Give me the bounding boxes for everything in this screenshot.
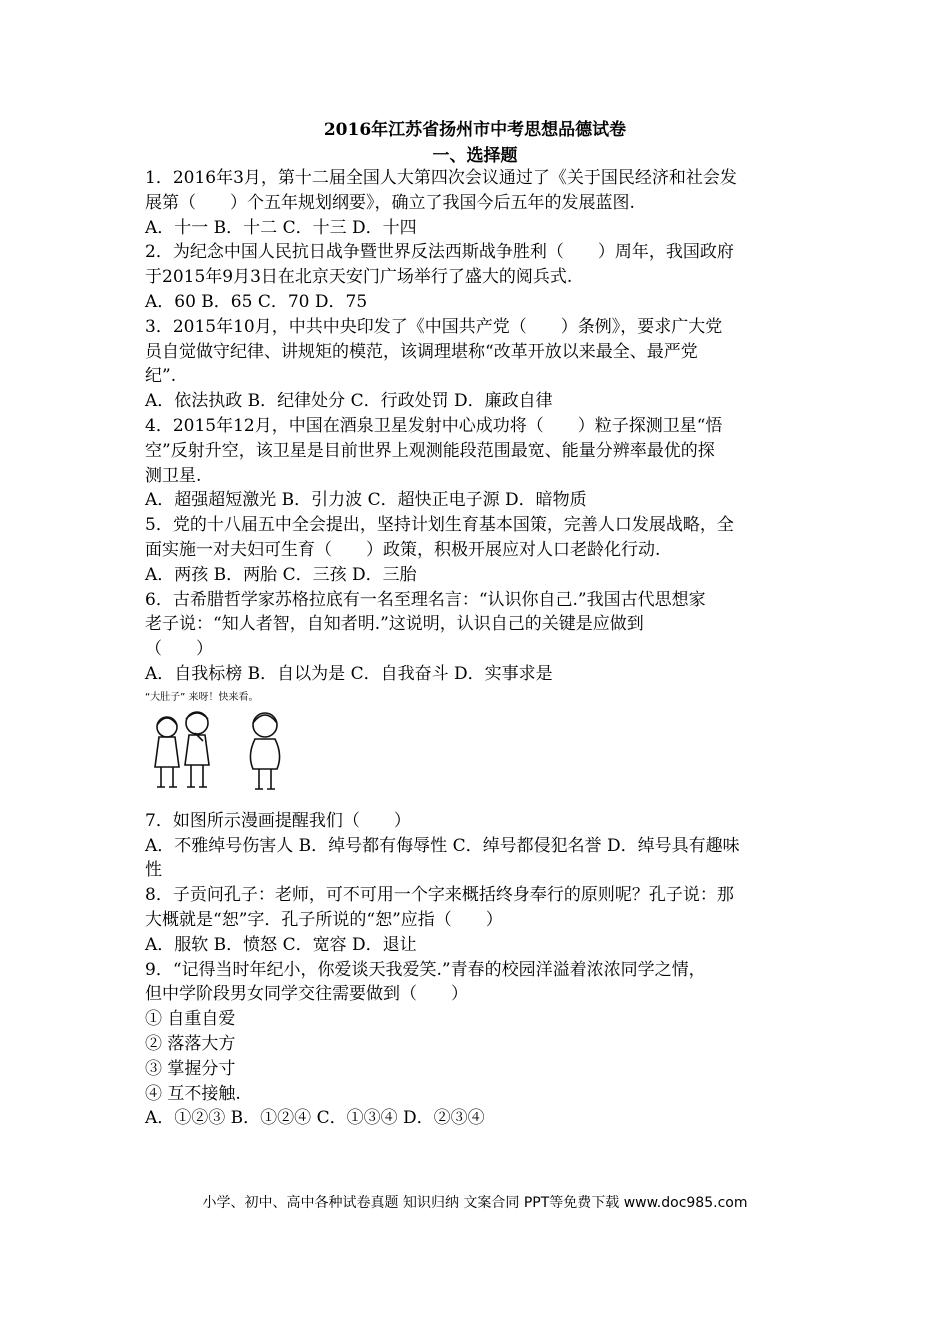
text-line: 大概就是“恕”字．孔子所说的“恕”应指（ ） (145, 909, 503, 930)
text-line: 员自觉做守纪律、讲规矩的模范，该调理堪称“改革开放以来最全、最严党 (145, 341, 698, 362)
list-item: ③ 掌握分寸 (145, 1058, 236, 1079)
text-line: 展第（ ）个五年规划纲要》，确立了我国今后五年的发展蓝图. (145, 192, 635, 213)
page-footer: 小学、初中、高中各种试卷真题 知识归纳 文案合同 PPT等免费下载 www.doc985.com (202, 1195, 748, 1211)
list-item: ② 落落大方 (145, 1033, 236, 1054)
text-line: 但中学阶段男女同学交往需要做到（ ） (145, 984, 468, 1005)
section-heading: 一、选择题 (432, 146, 518, 166)
text-line: 6．古希腊哲学家苏格拉底有一名至理名言：“认识你自己.”我国古代思想家 (145, 589, 706, 610)
child-left-icon (155, 717, 179, 787)
text-line: 于2015年9月3日在北京天安门广场举行了盛大的阅兵式. (145, 267, 573, 288)
text-line: 老子说：“知人者智，自知者明.”这说明，认识自己的关键是应做到 (145, 614, 644, 635)
text-line: 空”反射升空，该卫星是目前世界上观测能段范围最宽、能量分辨率最优的探 (145, 440, 715, 461)
answer-options: A．①②③ B．①②④ C．①③④ D．②③④ (145, 1108, 485, 1129)
answer-options: A．自我标榜 B．自以为是 C．自我奋斗 D．实事求是 (145, 663, 553, 684)
child-middle-icon (185, 712, 209, 787)
text-line: 2．为纪念中国人民抗日战争暨世界反法西斯战争胜利（ ）周年，我国政府 (145, 242, 734, 263)
text-line: 面实施一对夫妇可生育（ ）政策，积极开展应对人口老龄化行动. (145, 539, 661, 560)
answer-options: A．60 B．65 C．70 D．75 (145, 291, 368, 312)
child-right-icon (250, 713, 279, 789)
answer-options: A．两孩 B．两胎 C．三孩 D．三胎 (145, 564, 417, 585)
text-line: 4．2015年12月，中国在酒泉卫星发射中心成功将（ ）粒子探测卫星“悟 (145, 415, 723, 436)
text-line: 9．“记得当时年纪小，你爱谈天我爱笑.”青春的校园洋溢着浓浓同学之情， (145, 959, 706, 980)
question-content (145, 166, 810, 1131)
answer-options: A．超强超短激光 B．引力波 C．超快正电子源 D．暗物质 (145, 490, 587, 511)
list-item: ① 自重自爱 (145, 1009, 236, 1030)
text-line: 性 (145, 860, 162, 881)
list-item: ④ 互不接触. (145, 1083, 241, 1104)
exam-title: 2016年江苏省扬州市中考思想品德试卷 (323, 120, 627, 140)
text-line: 纪”. (145, 366, 177, 387)
cartoon-drawing (145, 689, 315, 807)
text-line: 3．2015年10月，中共中央印发了《中国共产党（ ）条例》，要求广大党 (145, 316, 723, 337)
answer-options: A．服软 B．愤怒 C．宽容 D．退让 (145, 934, 417, 955)
text-line: 1．2016年3月，第十二届全国人大第四次会议通过了《关于国民经济和社会发 (145, 168, 737, 188)
cartoon-figure (145, 687, 810, 809)
cartoon-caption: “大肚子” 来呀！快来看。 (145, 691, 259, 703)
text-line: 7．如图所示漫画提醒我们（ ） (145, 810, 411, 831)
text-line: 8．子贡问孔子：老师，可不可用一个字来概括终身奉行的原则呢？孔子说：那 (145, 885, 734, 906)
text-line: 5．党的十八届五中全会提出，坚持计划生育基本国策，完善人口发展战略，全 (145, 515, 734, 536)
answer-options: A．不雅绰号伤害人 B．绰号都有侮辱性 C．绰号都侵犯名誉 D．绰号具有趣味 (145, 835, 740, 856)
text-line: （ ） (145, 639, 213, 660)
text-line: 测卫星. (145, 465, 202, 486)
answer-options: A．十一 B．十二 C．十三 D．十四 (145, 217, 417, 238)
answer-options: A．依法执政 B．纪律处分 C．行政处罚 D．廉政自律 (145, 391, 553, 412)
